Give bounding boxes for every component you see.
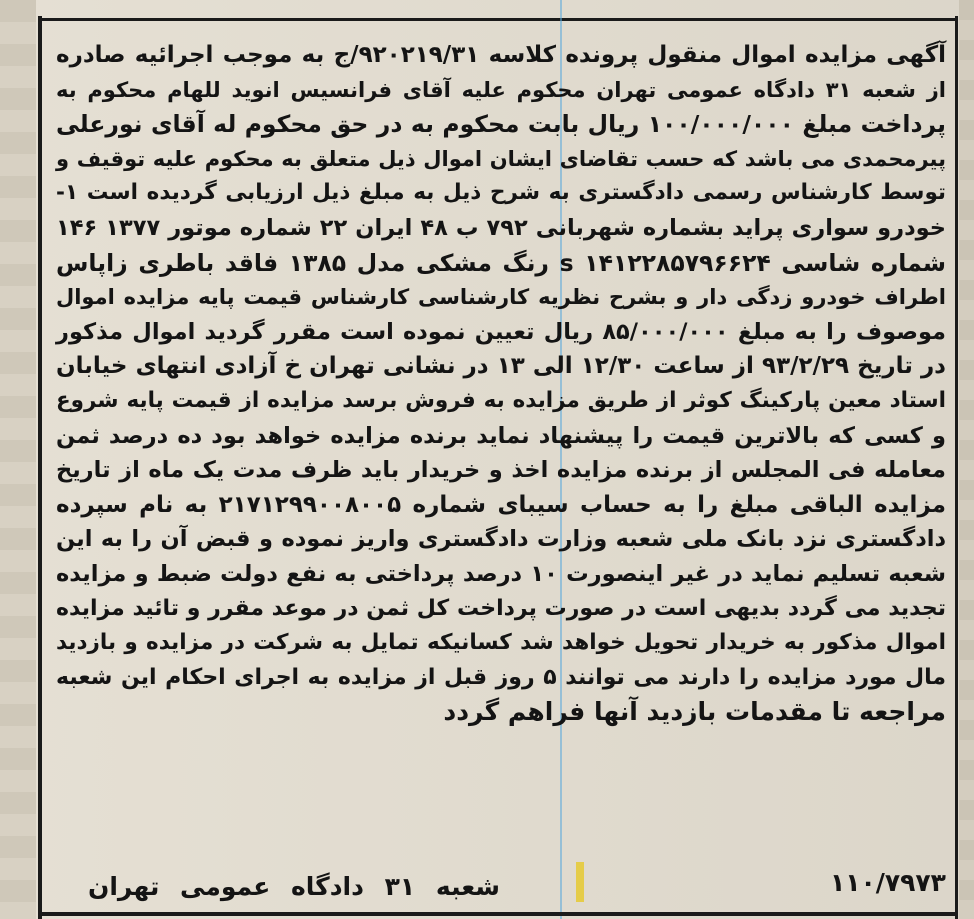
top-border-rule <box>38 0 956 21</box>
notice-line: معامله فی المجلس از برنده مزایده اخذ و خریدار باید ظرف مدت یک ماه از تاریخ <box>56 457 946 484</box>
notice-line: شماره شاسی s ۱۴۱۲۲۸۵۷۹۶۶۲۴ رنگ مشکی مدل ۱۳۸۵ فاقد باطری زاپاس <box>56 248 946 277</box>
notice-line: مزایده الباقی مبلغ را به حساب سیبای شماره ۲۱۷۱۲۹۹۰۰۸۰۰۵ به نام سپرده <box>56 491 946 518</box>
notice-line: مراجعه تا مقدمات بازدید آنها فراهم گردد <box>443 697 946 727</box>
right-border-rule <box>955 16 958 919</box>
notice-line: شعبه تسلیم نماید در غیر اینصورت ۱۰ درصد پرداختی به نفع دولت ضبط و مزایده <box>56 560 946 587</box>
notice-line: آگهی مزایده اموال منقول پرونده کلاسه ۹۲۰۲۱۹/۳۱/ج به موجب اجرائیه صادره <box>56 42 946 68</box>
notice-line: استاد معین پارکینگ کوثر از طریق مزایده به فروش برسد مزایده از قیمت پایه شروع <box>56 387 946 413</box>
notice-line: دادگستری نزد بانک ملی شعبه وزارت دادگستری واریز نموده و قبض آن را به این <box>56 526 946 553</box>
auction-notice-body <box>56 38 946 730</box>
notice-line: پرداخت مبلغ ۱۰۰/۰۰۰/۰۰۰ ریال بابت محکوم به در حق محکوم له آقای نورعلی <box>56 110 946 139</box>
notice-line: و کسی که بالاترین قیمت را پیشنهاد نماید برنده مزایده خواهد بود ده درصد ثمن <box>56 422 946 449</box>
notice-line: اطراف خودرو زدگی دار و بشرح نظریه کارشناسی کارشناس قیمت پایه مزایده اموال <box>56 285 946 310</box>
notice-line: موصوف را به مبلغ ۸۵/۰۰۰/۰۰۰ ریال تعیین نموده است مقرر گردید اموال مذکور <box>56 318 946 345</box>
highlight-mark <box>576 862 584 902</box>
notice-line: از شعبه ۳۱ دادگاه عمومی تهران محکوم علیه آقای فرانسیس انوید للهام محکوم به <box>56 77 946 102</box>
bottom-border-rule <box>38 912 956 916</box>
notice-line: مال مورد مزایده را دارند می توانند ۵ روز قبل از مزایده به اجرای احکام این شعبه <box>56 664 946 690</box>
issuing-court-branch: شعبه ۳۱ دادگاه عمومی تهران <box>88 872 500 901</box>
notice-line: تجدید می گردد بدیهی است در صورت پرداخت کل ثمن در موعد مقرر و تائید مزایده <box>56 595 946 621</box>
adjacent-column-bleed-right <box>959 0 974 919</box>
notice-line: توسط کارشناس رسمی دادگستری به شرح ذیل به مبلغ ذیل ارزیابی گردیده است ۱- <box>56 180 946 206</box>
notice-reference-code: ۱۱۰/۷۹۷۳ <box>830 868 946 897</box>
notice-line: پیرمحمدی می باشد که حسب تقاضای ایشان اموال ذیل متعلق به محکوم علیه توقیف و <box>56 146 946 171</box>
notice-line: خودرو سواری پراید بشماره شهربانی ۷۹۲ ب ۴۸ ایران ۲۲ شماره موتور ۱۳۷۷ ۱۴۶ <box>56 214 946 241</box>
notice-line: اموال مذکور به خریدار تحویل خواهد شد کسانیکه تمایل به شرکت در مزایده و بازدید <box>56 630 946 656</box>
adjacent-column-bleed-left <box>0 0 36 919</box>
notice-line: در تاریخ ۹۳/۲/۲۹ از ساعت ۱۲/۳۰ الی ۱۳ در نشانی تهران خ آزادی انتهای خیابان <box>56 353 946 380</box>
left-border-rule <box>38 16 42 919</box>
